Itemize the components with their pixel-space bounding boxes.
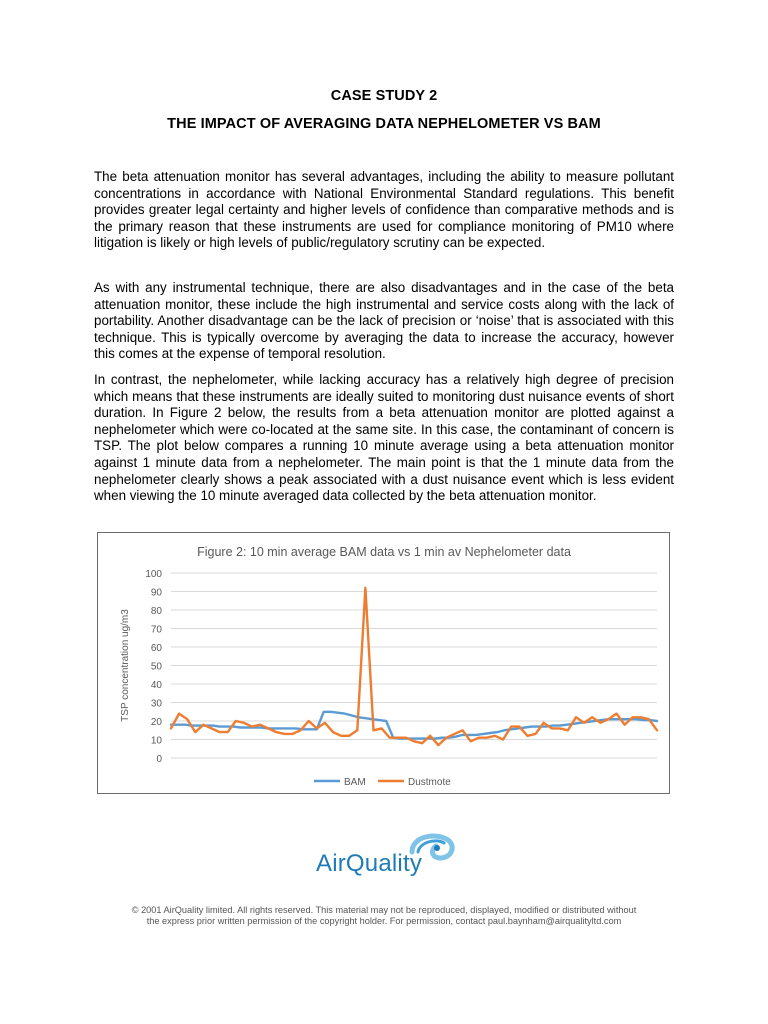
y-tick-label: 0 [156, 754, 162, 765]
logo-wordmark: AirQuality [316, 850, 423, 877]
series-line-dustmote [171, 588, 657, 745]
legend-label-bam: BAM [344, 777, 366, 788]
series-line-bam [171, 712, 657, 739]
chart-title: Figure 2: 10 min average BAM data vs 1 min av Nephelometer data [197, 545, 571, 559]
copyright-line-2: the express prior written permission of the copyright holder. For permission, contact paul.baynham@airqualityltd.com [146, 916, 622, 926]
paragraph-3: In contrast, the nephelometer, while lacking accuracy has a relatively high degree of precision which means that these instruments are ideally suited to monitoring dust nuisance events of short duration. In Figure 2 below, the results from a beta attenuation monitor are plotted against a nephelometer which were co-located at the same site. In this case, the contaminant of concern is TSP. The plot below compares a running 10 minute average using a beta attenuation monitor against 1 minute data from a nephelometer. The main point is that the 1 minute data from the nephelometer clearly shows a peak associated with a dust nuisance event which is less evident when viewing the 10 minute averaged data collected by the beta attenuation monitor. [94, 372, 674, 504]
document-subtitle: THE IMPACT OF AVERAGING DATA NEPHELOMETER VS BAM [167, 116, 601, 132]
y-tick-label: 80 [150, 606, 162, 617]
airquality-logo [314, 830, 464, 886]
paragraph-1: The beta attenuation monitor has several advantages, including the ability to measure pollutant concentrations in accordance with National Environmental Standard regulations. This benefit provides greater legal certainty and higher levels of confidence than comparative methods and is the primary reason that these instruments are used for compliance monitoring of PM10 where litigation is likely or high levels of public/regulatory scrutiny can be expected. [94, 169, 674, 251]
y-tick-label: 10 [150, 735, 162, 747]
figure-2-chart [97, 532, 670, 794]
y-axis-label: TSP concentration ug/m3 [120, 609, 131, 722]
y-tick-label: 60 [150, 643, 162, 654]
case-study-title: CASE STUDY 2 [330, 88, 438, 104]
y-tick-label: 50 [150, 661, 162, 673]
chart-canvas [98, 533, 669, 793]
copyright-line-1: © 2001 AirQuality limited. All rights reserved. This material may not be reproduced, displayed, modified or distributed without [131, 905, 637, 915]
y-tick-label: 30 [150, 698, 162, 710]
y-tick-label: 100 [145, 569, 162, 580]
y-tick-label: 20 [150, 717, 162, 728]
legend-label-dustmote: Dustmote [408, 777, 451, 788]
swirl-logo-icon [406, 830, 458, 864]
paragraph-2: As with any instrumental technique, there are also disadvantages and in the case of the beta attenuation monitor, these include the high instrumental and service costs along with the lack of portability. Another disadvantage can be the lack of precision or ‘noise’ that is associated with this technique. This is typically overcome by averaging the data to increase the accuracy, however this comes at the expense of temporal resolution. [94, 280, 674, 362]
y-tick-label: 40 [150, 680, 162, 691]
y-tick-label: 90 [150, 587, 162, 599]
y-tick-label: 70 [150, 624, 162, 636]
